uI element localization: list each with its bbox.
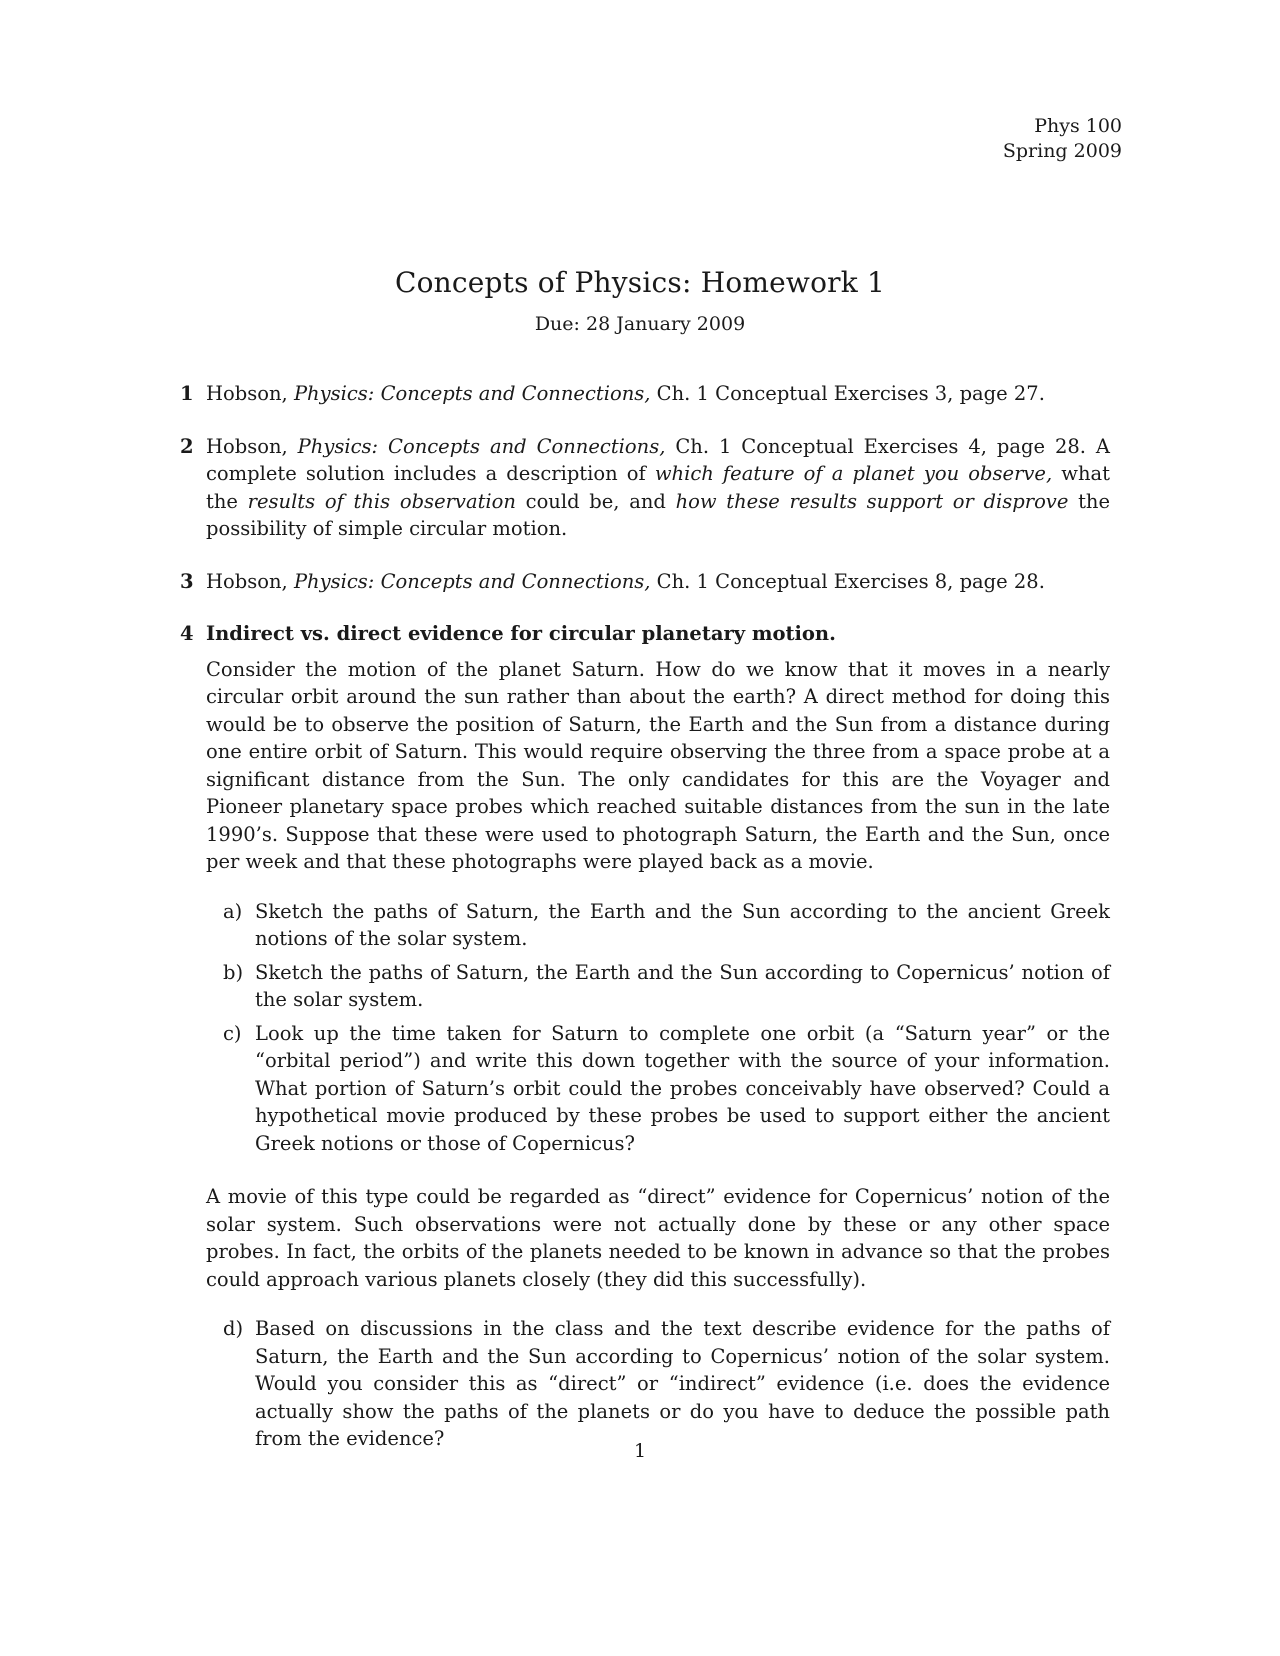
subquestion-text: Based on discussions in the class and the text describe evidence for the paths of Saturn, the Earth and the Sun according to Copernicus’ notion of the solar system. Would you consider this as “direct” or “indirect” evidence (i.e. does the evidence actually show the paths of the planets or do you have to deduce the possible path from the evidence? <box>255 1317 1110 1450</box>
course-term: Spring 2009 <box>1002 140 1122 162</box>
subquestion-a <box>206 898 1110 953</box>
page-title: Concepts of Physics: Homework 1 <box>394 266 886 299</box>
problem-text: what the <box>206 462 1110 513</box>
problem-text: Hobson, <box>206 382 294 405</box>
subquestion-list <box>206 898 1110 1158</box>
subquestion-text: Sketch the paths of Saturn, the Earth and the Sun according to Copernicus’ notion of the solar system. <box>255 960 1110 1011</box>
subquestion-label: a) <box>223 899 243 923</box>
due-date: Due: 28 January 2009 <box>534 313 746 335</box>
emphasis-text: how these results support or disprove <box>675 489 1069 513</box>
book-title: Physics: Concepts and Connections, <box>297 434 666 458</box>
problem-text: could be, and <box>515 489 676 513</box>
problem-2 <box>180 433 1110 543</box>
problem-heading: Indirect vs. direct evidence for circular planetary motion. <box>206 622 836 645</box>
problem-text: Ch. 1 Conceptual Exercises 3, page 27. <box>650 382 1045 405</box>
problem-text: Ch. 1 Conceptual Exercises 4, page 28. A complete solution includes a description of <box>206 434 1110 485</box>
problem-1 <box>180 380 1110 408</box>
problem-text: Hobson, <box>206 434 298 458</box>
subquestion-b <box>206 959 1110 1014</box>
emphasis-text: results of this observation <box>247 489 516 513</box>
book-title: Physics: Concepts and Connections, <box>293 569 651 593</box>
problem-number: 1 <box>180 382 194 405</box>
subquestion-d <box>206 1315 1110 1453</box>
problem-4-heading <box>180 620 1110 648</box>
problem-4-discussion: A movie of this type could be regarded as “direct” evidence for Copernicus’ notion of the solar system. Such observations were not actually done by these or any other space probes. In fact, the orbits of the planets needed to be known in advance so that the probes could approach various planets closely (they did this successfully). <box>206 1185 1110 1291</box>
course-name: Phys 100 <box>1034 115 1122 137</box>
subquestion-label: b) <box>223 960 244 984</box>
emphasis-text: which feature of a planet you observe, <box>654 462 1053 485</box>
book-title: Physics: Concepts and Connections, <box>293 382 651 405</box>
page-number: 1 <box>633 1440 647 1462</box>
problem-3 <box>180 568 1110 596</box>
problem-4-intro: Consider the motion of the planet Saturn. How do we know that it moves in a nearly circular orbit around the sun rather than about the earth? A direct method for doing this would be to observe the position of Saturn, the Earth and the Sun from a distance during one entire orbit of Saturn. This would require observing the three from a space probe at a significant distance from the Sun. The only candidates for this are the Voyager and Pioneer planetary space probes which reached suitable distances from the sun in the late 1990’s. Suppose that these were used to photograph Saturn, the Earth and the Sun, once per week and that these photographs were played back as a movie. <box>206 657 1110 873</box>
problem-number: 3 <box>180 569 194 593</box>
subquestion-text: Sketch the paths of Saturn, the Earth and the Sun according to the ancient Greek notions of the solar system. <box>255 899 1110 950</box>
problem-list <box>180 380 1110 1459</box>
subquestion-label: d) <box>223 1317 244 1340</box>
subquestion-c <box>206 1020 1110 1158</box>
subquestion-list <box>206 1315 1110 1453</box>
subquestion-label: c) <box>223 1021 242 1045</box>
problem-text: the possibility of simple circular motion. <box>206 489 1111 540</box>
subquestion-text: Look up the time taken for Saturn to complete one orbit (a “Saturn year” or the “orbital period”) and write this down together with the source of your information. What portion of Saturn’s orbit could the probes conceivably have observed? Could a hypothetical movie produced by these probes be used to support either the ancient Greek notions or those of Copernicus? <box>255 1021 1110 1155</box>
problem-number: 2 <box>180 434 194 458</box>
problem-text: Hobson, <box>206 569 294 593</box>
problem-text: Ch. 1 Conceptual Exercises 8, page 28. <box>650 569 1045 593</box>
problem-number: 4 <box>180 622 194 645</box>
course-header <box>1003 114 1122 164</box>
